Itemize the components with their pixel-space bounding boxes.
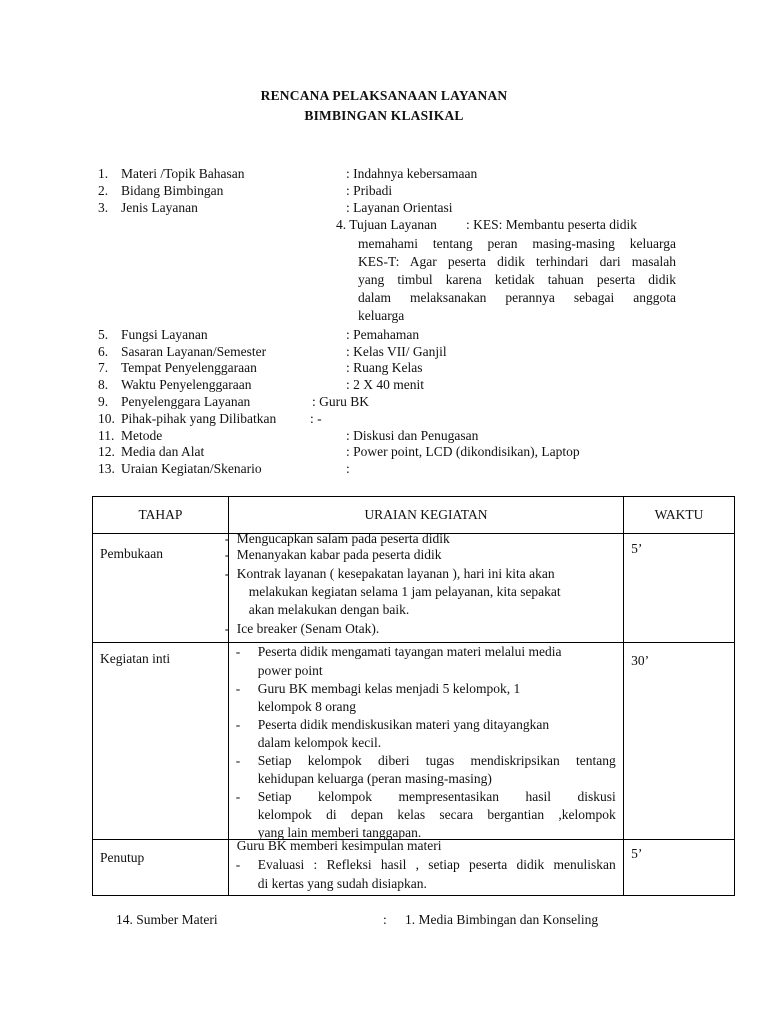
item-label: Tempat Penyelenggaraan <box>121 360 257 375</box>
item-label: Penyelenggara Layanan <box>121 394 251 409</box>
activity-line: kelompok 8 orang <box>257 699 357 714</box>
activity-line: akan melakukan dengan baik. <box>248 602 410 617</box>
item-value: : Pemahaman <box>346 327 420 342</box>
bullet-dash: - <box>224 621 230 636</box>
tujuan-line: KES-T: Agar peserta didik terhindari dari masalah <box>358 254 676 269</box>
item-label: Media dan Alat <box>121 444 205 459</box>
item-label: Metode <box>121 428 163 443</box>
tujuan-value: : KES: Membantu peserta didik <box>466 217 637 232</box>
item-number: 12. <box>98 444 115 459</box>
tujuan-label: 4. Tujuan Layanan <box>336 217 437 232</box>
sumber-value: 1. Media Bimbingan dan Konseling <box>405 912 599 927</box>
activity-line: Peserta didik mengamati tayangan materi melalui media <box>257 644 562 659</box>
tahap-penutup: Penutup <box>100 850 145 865</box>
table-row <box>93 534 735 643</box>
header-uraian: URAIAN KEGIATAN <box>228 497 623 534</box>
tahap-pembukaan: Pembukaan <box>100 546 163 561</box>
item-number: 3. <box>98 200 109 215</box>
waktu-inti: 30’ <box>631 653 650 668</box>
activity-line: Guru BK membagi kelas menjadi 5 kelompok, 1 <box>257 681 521 696</box>
item-value: : Power point, LCD (dikondisikan), Laptop <box>346 444 580 459</box>
item-number: 5. <box>98 327 109 342</box>
activity-line: kelompok di depan kelas secara bergantian ,kelompok <box>257 807 616 822</box>
bullet-dash: - <box>224 531 230 546</box>
item-value: : Layanan Orientasi <box>346 200 453 215</box>
item-number: 8. <box>98 377 109 392</box>
activity-line: Evaluasi : Refleksi hasil , setiap peserta didik menuliskan <box>257 857 616 872</box>
tujuan-line: memahami tentang peran masing-masing keluarga <box>358 236 676 251</box>
waktu-pembukaan: 5’ <box>631 541 643 556</box>
item-number: 2. <box>98 183 109 198</box>
activity-table <box>92 496 735 896</box>
bullet-dash: - <box>235 717 241 732</box>
activity-line: melakukan kegiatan selama 1 jam pelayanan, kita sepakat <box>248 584 561 599</box>
item-value: : - <box>310 411 322 426</box>
activity-line: dalam kelompok kecil. <box>257 735 382 750</box>
item-value: : <box>346 461 350 476</box>
item-value: : Guru BK <box>312 394 369 409</box>
item-value: : 2 X 40 menit <box>346 377 424 392</box>
activity-line: kehidupan keluarga (peran masing-masing) <box>257 771 492 786</box>
item-number: 1. <box>98 166 109 181</box>
document-title-line1: RENCANA PELAKSANAAN LAYANAN <box>260 88 508 103</box>
tujuan-line: keluarga <box>358 308 405 323</box>
item-number: 13. <box>98 461 115 476</box>
item-number: 11. <box>98 428 115 443</box>
bullet-dash: - <box>235 789 241 804</box>
activity-line: Menanyakan kabar pada peserta didik <box>236 547 442 562</box>
activity-line: Peserta didik mendiskusikan materi yang ditayangkan <box>257 717 550 732</box>
bullet-dash: - <box>235 644 241 659</box>
activity-line: Guru BK memberi kesimpulan materi <box>236 838 442 853</box>
item-value: : Ruang Kelas <box>346 360 423 375</box>
activity-line: Kontrak layanan ( kesepakatan layanan ), hari ini kita akan <box>236 566 555 581</box>
activity-line: Setiap kelompok mempresentasikan hasil diskusi <box>257 789 616 804</box>
tujuan-line: dalam melaksanakan perannya sebagai anggota <box>358 290 676 305</box>
item-value: : Diskusi dan Penugasan <box>346 428 479 443</box>
table-row <box>93 643 735 840</box>
activity-line: Ice breaker (Senam Otak). <box>236 621 380 636</box>
item-label: Fungsi Layanan <box>121 327 208 342</box>
item-number: 10. <box>98 411 115 426</box>
item-label: Jenis Layanan <box>121 200 198 215</box>
item-value: : Kelas VII/ Ganjil <box>346 344 447 359</box>
item-number: 9. <box>98 394 109 409</box>
item-label: Bidang Bimbingan <box>121 183 224 198</box>
activity-line: Mengucapkan salam pada peserta didik <box>236 531 450 546</box>
document-title-line2: BIMBINGAN KLASIKAL <box>304 108 464 123</box>
sumber-label: 14. Sumber Materi <box>116 912 218 927</box>
bullet-dash: - <box>235 857 241 872</box>
item-value: : Indahnya kebersamaan <box>346 166 478 181</box>
item-number: 7. <box>98 360 109 375</box>
bullet-dash: - <box>224 566 230 581</box>
waktu-penutup: 5’ <box>631 846 643 861</box>
item-label: Waktu Penyelenggaraan <box>121 377 252 392</box>
header-tahap: TAHAP <box>93 497 229 534</box>
activity-line: yang lain memberi tanggapan. <box>257 825 422 840</box>
item-number: 6. <box>98 344 109 359</box>
table-row <box>93 840 735 896</box>
bullet-dash: - <box>224 547 230 562</box>
activity-line: Setiap kelompok diberi tugas mendiskripsikan tentang <box>257 753 616 768</box>
bullet-dash: - <box>235 681 241 696</box>
activity-line: di kertas yang sudah disiapkan. <box>257 876 427 891</box>
item-label: Sasaran Layanan/Semester <box>121 344 267 359</box>
table-header-row <box>93 497 735 534</box>
sumber-colon: : <box>383 912 387 927</box>
item-label: Pihak-pihak yang Dilibatkan <box>121 411 277 426</box>
item-value: : Pribadi <box>346 183 393 198</box>
tujuan-line: yang timbul karena ketidak tahuan peserta didik <box>358 272 676 287</box>
activity-line: power point <box>257 663 323 678</box>
item-label: Materi /Topik Bahasan <box>121 166 245 181</box>
header-waktu: WAKTU <box>624 497 735 534</box>
tahap-inti: Kegiatan inti <box>100 651 171 666</box>
bullet-dash: - <box>235 753 241 768</box>
item-label: Uraian Kegiatan/Skenario <box>121 461 262 476</box>
